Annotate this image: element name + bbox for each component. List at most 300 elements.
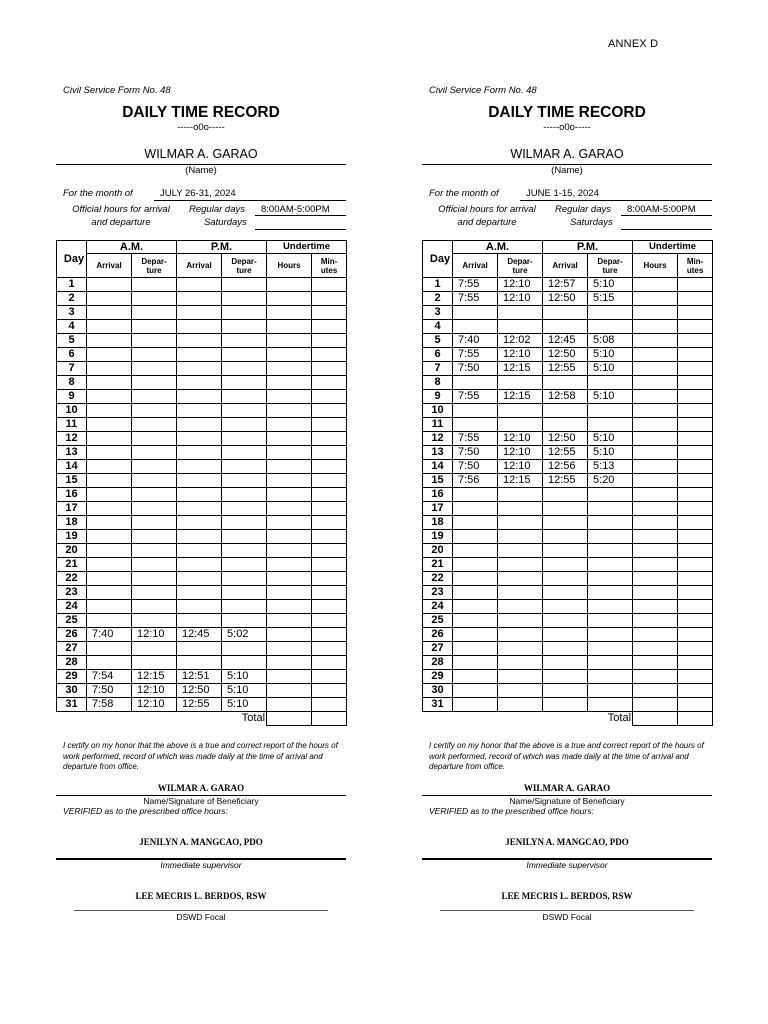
am-arrival-cell — [87, 642, 132, 656]
undertime-hours-cell — [267, 404, 312, 418]
pm-departure-cell — [222, 488, 267, 502]
pm-arrival-cell — [177, 502, 222, 516]
am-departure-cell: 12:15 — [498, 474, 543, 488]
table-row — [57, 698, 347, 712]
pm-arrival-cell: 12:50 — [543, 348, 588, 362]
am-arrival-cell: 7:55 — [453, 278, 498, 292]
beneficiary-caption: Name/Signature of Beneficiary — [509, 796, 625, 806]
pm-arrival-cell — [543, 572, 588, 586]
table-row — [423, 446, 713, 460]
saturdays-label: Saturdays — [570, 217, 613, 228]
day-cell: 12 — [57, 432, 87, 446]
day-cell: 11 — [423, 418, 453, 432]
pm-departure-cell — [222, 320, 267, 334]
day-cell: 8 — [423, 376, 453, 390]
undertime-hours-cell — [633, 278, 678, 292]
undertime-minutes-cell — [678, 614, 713, 628]
table-row — [57, 292, 347, 306]
hours-header: Hours — [267, 254, 312, 278]
pm-arrival-cell — [177, 530, 222, 544]
pm-departure-cell — [588, 306, 633, 320]
undertime-hours-cell — [633, 698, 678, 712]
pm-departure-cell — [222, 558, 267, 572]
undertime-minutes-cell — [312, 320, 347, 334]
am-arrival-cell — [453, 684, 498, 698]
pm-departure-cell — [588, 558, 633, 572]
undertime-hours-cell — [267, 488, 312, 502]
am-departure-cell — [132, 278, 177, 292]
day-cell: 3 — [57, 306, 87, 320]
undertime-minutes-cell — [678, 544, 713, 558]
pm-departure-cell — [588, 544, 633, 558]
am-arrival-cell — [87, 432, 132, 446]
pm-arrival-cell — [543, 586, 588, 600]
undertime-minutes-cell — [312, 670, 347, 684]
name-caption: (Name) — [551, 165, 583, 176]
table-row — [423, 642, 713, 656]
pm-departure-cell: 5:10 — [588, 348, 633, 362]
pm-departure-cell — [588, 572, 633, 586]
am-arrival-cell — [87, 558, 132, 572]
am-departure-cell — [132, 600, 177, 614]
undertime-minutes-cell — [678, 362, 713, 376]
pm-departure-cell: 5:20 — [588, 474, 633, 488]
am-arrival-cell — [453, 670, 498, 684]
am-departure-cell — [132, 614, 177, 628]
day-cell: 22 — [423, 572, 453, 586]
am-departure-cell — [132, 362, 177, 376]
am-departure-cell — [132, 544, 177, 558]
day-cell: 28 — [57, 656, 87, 670]
am-departure-header: Depar- ture — [498, 254, 543, 278]
am-arrival-cell — [87, 306, 132, 320]
table-row — [57, 572, 347, 586]
am-departure-cell: 12:02 — [498, 334, 543, 348]
undertime-hours-cell — [633, 460, 678, 474]
undertime-hours-cell — [633, 516, 678, 530]
pm-departure-cell — [222, 348, 267, 362]
am-arrival-cell — [87, 292, 132, 306]
table-row — [57, 642, 347, 656]
undertime-minutes-cell — [312, 684, 347, 698]
total-hours-cell — [633, 712, 678, 726]
regular-days-underline — [621, 215, 712, 216]
am-arrival-cell — [87, 460, 132, 474]
day-cell: 11 — [57, 418, 87, 432]
header-row-1 — [57, 241, 347, 254]
total-hours-cell — [267, 712, 312, 726]
pm-departure-cell — [588, 670, 633, 684]
title-decoration: -----o0o----- — [177, 122, 225, 133]
pm-departure-cell — [222, 516, 267, 530]
undertime-minutes-cell — [678, 684, 713, 698]
undertime-minutes-cell — [312, 306, 347, 320]
pm-departure-cell — [588, 530, 633, 544]
pm-arrival-cell — [543, 628, 588, 642]
undertime-hours-cell — [633, 446, 678, 460]
pm-arrival-cell — [177, 404, 222, 418]
pm-arrival-cell — [543, 306, 588, 320]
pm-arrival-cell — [543, 600, 588, 614]
pm-arrival-cell — [543, 320, 588, 334]
pm-arrival-cell: 12:57 — [543, 278, 588, 292]
pm-arrival-cell — [177, 488, 222, 502]
am-arrival-cell — [87, 502, 132, 516]
pm-departure-cell — [222, 334, 267, 348]
pm-departure-cell: 5:10 — [222, 684, 267, 698]
am-departure-cell: 12:10 — [132, 684, 177, 698]
hours-header: Hours — [633, 254, 678, 278]
undertime-minutes-cell — [678, 404, 713, 418]
pm-departure-cell — [588, 628, 633, 642]
pm-arrival-cell — [177, 572, 222, 586]
am-arrival-cell — [87, 446, 132, 460]
pm-departure-cell — [222, 502, 267, 516]
beneficiary-caption: Name/Signature of Beneficiary — [143, 796, 259, 806]
pm-arrival-cell — [543, 502, 588, 516]
am-arrival-cell: 7:50 — [453, 362, 498, 376]
table-row — [423, 530, 713, 544]
day-header: Day — [423, 241, 453, 278]
am-arrival-cell: 7:54 — [87, 670, 132, 684]
table-row — [57, 488, 347, 502]
undertime-hours-cell — [267, 432, 312, 446]
undertime-minutes-cell — [312, 418, 347, 432]
am-departure-cell — [498, 642, 543, 656]
pm-arrival-cell — [177, 474, 222, 488]
undertime-hours-cell — [267, 614, 312, 628]
am-departure-cell — [132, 292, 177, 306]
day-cell: 21 — [57, 558, 87, 572]
focal-signature-line — [440, 910, 694, 911]
undertime-hours-cell — [267, 684, 312, 698]
am-arrival-cell — [453, 502, 498, 516]
am-arrival-cell — [87, 362, 132, 376]
table-row — [423, 558, 713, 572]
undertime-hours-cell — [633, 432, 678, 446]
pm-arrival-cell — [177, 516, 222, 530]
pm-departure-cell — [222, 572, 267, 586]
am-arrival-cell — [453, 404, 498, 418]
total-label: Total — [241, 712, 266, 725]
table-row — [57, 418, 347, 432]
pm-arrival-cell — [177, 656, 222, 670]
undertime-hours-cell — [267, 600, 312, 614]
undertime-hours-cell — [267, 544, 312, 558]
undertime-hours-cell — [633, 670, 678, 684]
day-cell: 15 — [423, 474, 453, 488]
table-row — [57, 600, 347, 614]
pm-arrival-cell — [543, 656, 588, 670]
am-departure-cell: 12:10 — [132, 628, 177, 642]
am-arrival-cell — [453, 320, 498, 334]
pm-arrival-cell — [177, 320, 222, 334]
pm-arrival-cell — [177, 306, 222, 320]
am-departure-cell — [132, 418, 177, 432]
pm-departure-cell — [222, 614, 267, 628]
total-label: Total — [607, 712, 632, 725]
am-arrival-cell — [87, 516, 132, 530]
am-departure-cell — [132, 656, 177, 670]
table-row — [57, 334, 347, 348]
pm-departure-cell — [222, 390, 267, 404]
pm-departure-cell — [222, 600, 267, 614]
am-arrival-cell: 7:50 — [87, 684, 132, 698]
table-row — [423, 432, 713, 446]
day-cell: 24 — [57, 600, 87, 614]
am-departure-cell — [132, 558, 177, 572]
undertime-minutes-cell — [678, 670, 713, 684]
undertime-minutes-cell — [678, 656, 713, 670]
pm-arrival-cell — [177, 292, 222, 306]
table-row — [423, 516, 713, 530]
verified-text: VERIFIED as to the prescribed office hours: — [63, 806, 228, 816]
verified-text: VERIFIED as to the prescribed office hours: — [429, 806, 594, 816]
day-cell: 17 — [423, 502, 453, 516]
undertime-minutes-cell — [312, 488, 347, 502]
undertime-hours-cell — [267, 642, 312, 656]
pm-arrival-cell — [543, 488, 588, 502]
am-arrival-cell: 7:58 — [87, 698, 132, 712]
am-departure-cell — [498, 600, 543, 614]
month-value: JULY 26-31, 2024 — [160, 188, 236, 199]
am-departure-cell — [132, 502, 177, 516]
pm-header: P.M. — [177, 241, 267, 254]
undertime-hours-cell — [633, 376, 678, 390]
table-row — [57, 516, 347, 530]
employee-name: WILMAR A. GARAO — [144, 147, 258, 161]
undertime-minutes-cell — [312, 586, 347, 600]
pm-arrival-cell — [177, 600, 222, 614]
focal-caption: DSWD Focal — [176, 912, 226, 922]
undertime-minutes-cell — [312, 614, 347, 628]
undertime-minutes-cell — [312, 432, 347, 446]
time-record-table — [56, 240, 347, 726]
table-row — [57, 376, 347, 390]
month-underline — [154, 200, 346, 201]
name-caption: (Name) — [185, 165, 217, 176]
undertime-minutes-cell — [678, 474, 713, 488]
beneficiary-name: WILMAR A. GARAO — [157, 783, 245, 793]
table-row — [423, 628, 713, 642]
undertime-minutes-cell — [678, 600, 713, 614]
table-row — [57, 544, 347, 558]
undertime-hours-cell — [267, 656, 312, 670]
day-cell: 6 — [423, 348, 453, 362]
day-cell: 17 — [57, 502, 87, 516]
am-arrival-header: Arrival — [453, 254, 498, 278]
pm-arrival-cell: 12:51 — [177, 670, 222, 684]
undertime-hours-cell — [267, 446, 312, 460]
am-arrival-cell — [87, 320, 132, 334]
undertime-minutes-cell — [312, 460, 347, 474]
day-cell: 15 — [57, 474, 87, 488]
day-cell: 23 — [57, 586, 87, 600]
day-cell: 5 — [423, 334, 453, 348]
pm-departure-cell: 5:13 — [588, 460, 633, 474]
header-row-2 — [423, 254, 713, 278]
undertime-hours-cell — [633, 558, 678, 572]
day-cell: 13 — [57, 446, 87, 460]
am-arrival-cell — [87, 572, 132, 586]
pm-departure-cell — [588, 684, 633, 698]
table-row — [57, 586, 347, 600]
undertime-hours-cell — [633, 544, 678, 558]
table-row — [423, 670, 713, 684]
am-departure-cell — [132, 474, 177, 488]
pm-arrival-cell: 12:56 — [543, 460, 588, 474]
day-cell: 26 — [423, 628, 453, 642]
am-departure-cell — [498, 628, 543, 642]
pm-departure-cell: 5:10 — [588, 390, 633, 404]
undertime-minutes-cell — [312, 572, 347, 586]
regular-days-label: Regular days — [555, 204, 611, 215]
pm-arrival-cell: 12:55 — [177, 698, 222, 712]
am-departure-cell — [132, 460, 177, 474]
undertime-minutes-cell — [312, 600, 347, 614]
am-departure-cell — [498, 586, 543, 600]
am-arrival-cell — [453, 614, 498, 628]
pm-arrival-cell — [177, 362, 222, 376]
undertime-hours-cell — [267, 670, 312, 684]
pm-departure-cell — [588, 488, 633, 502]
am-arrival-cell: 7:55 — [453, 292, 498, 306]
undertime-minutes-cell — [312, 362, 347, 376]
am-arrival-cell — [87, 586, 132, 600]
pm-arrival-cell — [177, 334, 222, 348]
pm-arrival-cell: 12:50 — [177, 684, 222, 698]
am-departure-cell — [132, 572, 177, 586]
undertime-hours-cell — [633, 362, 678, 376]
pm-departure-cell — [588, 600, 633, 614]
day-cell: 10 — [57, 404, 87, 418]
table-row — [423, 306, 713, 320]
undertime-hours-cell — [633, 530, 678, 544]
regular-days-value: 8:00AM-5:00PM — [261, 204, 330, 215]
day-cell: 12 — [423, 432, 453, 446]
day-cell: 2 — [57, 292, 87, 306]
undertime-minutes-cell — [678, 306, 713, 320]
day-cell: 30 — [423, 684, 453, 698]
am-departure-cell — [132, 334, 177, 348]
am-departure-cell: 12:10 — [498, 432, 543, 446]
undertime-minutes-cell — [678, 502, 713, 516]
undertime-hours-cell — [267, 558, 312, 572]
title-decoration: -----o0o----- — [543, 122, 591, 133]
day-cell: 21 — [423, 558, 453, 572]
regular-days-value: 8:00AM-5:00PM — [627, 204, 696, 215]
table-row — [423, 404, 713, 418]
pm-header: P.M. — [543, 241, 633, 254]
undertime-minutes-cell — [312, 474, 347, 488]
day-cell: 28 — [423, 656, 453, 670]
table-row — [57, 558, 347, 572]
am-arrival-cell — [87, 614, 132, 628]
am-departure-cell — [498, 404, 543, 418]
pm-arrival-cell — [177, 460, 222, 474]
pm-arrival-cell — [543, 558, 588, 572]
table-row — [423, 586, 713, 600]
pm-arrival-cell: 12:45 — [543, 334, 588, 348]
undertime-hours-cell — [633, 502, 678, 516]
am-departure-cell — [132, 642, 177, 656]
day-cell: 19 — [57, 530, 87, 544]
am-departure-cell — [132, 348, 177, 362]
pm-arrival-cell: 12:55 — [543, 474, 588, 488]
undertime-minutes-cell — [678, 488, 713, 502]
undertime-hours-cell — [267, 334, 312, 348]
am-departure-cell — [132, 586, 177, 600]
am-departure-cell — [132, 446, 177, 460]
pm-arrival-cell — [177, 418, 222, 432]
header-row-1 — [423, 241, 713, 254]
pm-departure-cell — [222, 278, 267, 292]
undertime-minutes-cell — [678, 446, 713, 460]
undertime-minutes-cell — [678, 334, 713, 348]
day-cell: 26 — [57, 628, 87, 642]
day-cell: 9 — [57, 390, 87, 404]
table-row — [423, 698, 713, 712]
annex-label: ANNEX D — [608, 38, 659, 50]
pm-departure-cell: 5:10 — [588, 446, 633, 460]
undertime-hours-cell — [267, 278, 312, 292]
am-arrival-cell: 7:56 — [453, 474, 498, 488]
day-cell: 7 — [423, 362, 453, 376]
focal-name: LEE MECRIS L. BERDOS, RSW — [135, 891, 267, 901]
undertime-minutes-cell — [678, 628, 713, 642]
official-hours-label: Official hours for arrival — [438, 204, 536, 215]
undertime-hours-cell — [267, 292, 312, 306]
beneficiary-name: WILMAR A. GARAO — [523, 783, 611, 793]
am-arrival-cell — [453, 558, 498, 572]
pm-arrival-cell — [177, 544, 222, 558]
pm-arrival-cell — [543, 404, 588, 418]
form-title: DAILY TIME RECORD — [122, 104, 280, 121]
pm-arrival-cell — [177, 390, 222, 404]
pm-arrival-header: Arrival — [177, 254, 222, 278]
table-row — [57, 530, 347, 544]
am-departure-cell — [132, 404, 177, 418]
am-departure-cell — [498, 544, 543, 558]
pm-departure-cell — [222, 306, 267, 320]
undertime-hours-cell — [267, 516, 312, 530]
undertime-hours-cell — [267, 348, 312, 362]
am-departure-cell — [498, 488, 543, 502]
pm-departure-cell — [588, 320, 633, 334]
am-arrival-cell — [453, 586, 498, 600]
minutes-header: Min- utes — [312, 254, 347, 278]
undertime-minutes-cell — [678, 320, 713, 334]
day-cell: 20 — [57, 544, 87, 558]
undertime-header: Undertime — [267, 241, 347, 254]
total-spacer — [57, 712, 222, 726]
table-row — [57, 614, 347, 628]
table-row — [57, 460, 347, 474]
day-cell: 19 — [423, 530, 453, 544]
undertime-minutes-cell — [678, 516, 713, 530]
month-label: For the month of — [63, 188, 133, 199]
table-row — [423, 544, 713, 558]
form-number: Civil Service Form No. 48 — [429, 85, 537, 96]
month-underline — [520, 200, 712, 201]
table-row — [423, 474, 713, 488]
am-arrival-cell — [453, 306, 498, 320]
am-departure-cell: 12:15 — [498, 390, 543, 404]
am-departure-cell — [132, 306, 177, 320]
undertime-minutes-cell — [678, 572, 713, 586]
am-arrival-cell — [87, 544, 132, 558]
day-cell: 3 — [423, 306, 453, 320]
